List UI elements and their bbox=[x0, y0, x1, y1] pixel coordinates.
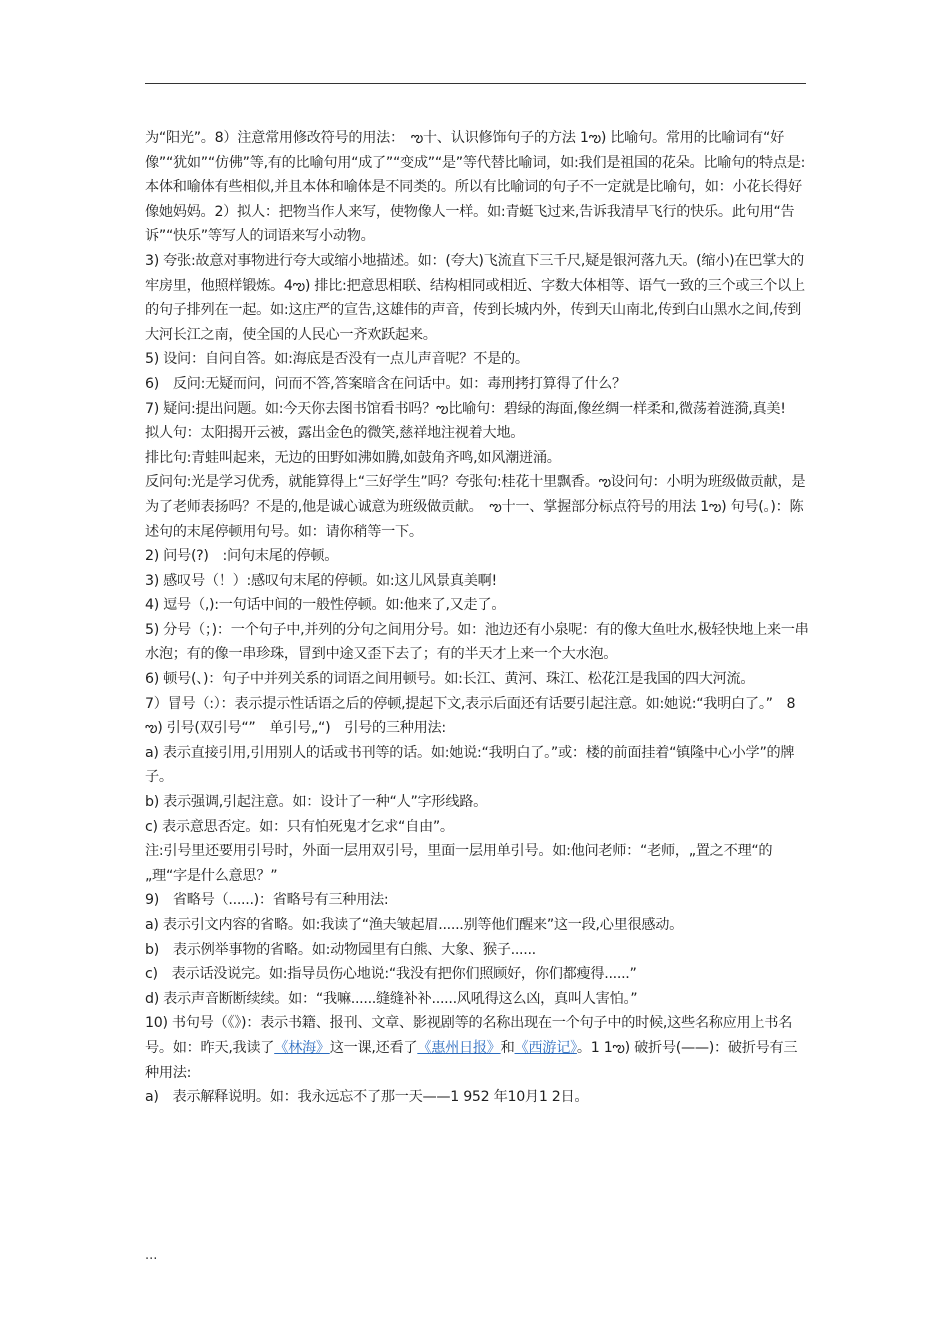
paragraph: b) 表示例举事物的省略。如:动物园里有白熊、大象、猴子...... bbox=[145, 941, 536, 958]
paragraph: b) 表示强调,引起注意。如：设计了一种“人”字形线路。 bbox=[145, 794, 487, 811]
paragraph: 7) 疑问:提出问题。如:今天你去图书馆看书吗？ఌ比喻句：碧绿的海面,像丝绸一样柔和,微荡着涟漪,真美! bbox=[145, 400, 786, 417]
link-linhai[interactable]: 《林海》 bbox=[274, 1039, 330, 1056]
text-segment: 10) 书句号（《》)：表示书籍、报刊、文章、影视剧等的名称出现在一个句子中的时候,这些名称应用上书名号。如：昨天,我读了 bbox=[145, 1015, 793, 1056]
paragraph: 4) 逗号（,):一句话中间的一般性停顿。如:他来了,又走了。 bbox=[145, 597, 506, 614]
link-xiyouji[interactable]: 《西游记》 bbox=[514, 1039, 577, 1056]
paragraph: 排比句:青蛙叫起来，无边的田野如沸如腾,如鼓角齐鸣,如风潮迸涌。 bbox=[145, 449, 561, 466]
paragraph: c) 表示话没说完。如:指导员伤心地说:“我没有把你们照顾好，你们都瘦得......” bbox=[145, 966, 637, 983]
text-segment: 。1 1ఌ) 破折号(——)：破折号有三种用法: bbox=[145, 1039, 798, 1081]
paragraph: a) 表示直接引用,引用别人的话或书刊等的话。如:她说:“我明白了。”或：楼的前面挂着“镇隆中心小学”的牌子。 bbox=[145, 744, 795, 786]
paragraph: 6) 顿号(、)：句子中并列关系的词语之间用顿号。如:长江、黄河、珠江、松花江是我国的四大河流。 bbox=[145, 671, 755, 688]
paragraph: 6) 反问:无疑而问，问而不答,答案暗含在问话中。如：毒刑拷打算得了什么？ bbox=[145, 375, 626, 392]
paragraph: a) 表示引文内容的省略。如:我读了“渔夫皱起眉......别等他们醒来”这一段,心里很感动。 bbox=[145, 917, 684, 933]
paragraph: 9) 省略号（......)：省略号有三种用法: bbox=[145, 892, 389, 909]
paragraph: d) 表示声音断断续续。如：“我嘛......缝缝补补......风吼得这么凶，真叫人害怕。” bbox=[145, 990, 638, 1007]
paragraph: 反问句:光是学习优秀，就能算得上“三好学生”吗？夸张句:桂花十里飘香。ఌ设问句：小明为班级做贡献，是为了老师表扬吗？不是的,他是诚心诚意为班级做贡献。 ఌ十一、掌握部分标点符号的用法 1ఌ) 句号(。)：陈述句的末尾停顿用句号。如：请你稍等一下。 bbox=[145, 474, 806, 540]
paragraph: 3) 夸张:故意对事物进行夸大或缩小地描述。如：(夸大)飞流直下三千尺,疑是银河落九天。(缩小)在巴掌大的牢房里，他照样锻炼。4ఌ) 排比:把意思相联、结构相同或相近、字数大体相等、语气一致的三个或三个以上的句子排列在一起。如:这庄严的宣告,这雄伟的声音，传到长城内外，传到天山南北,传到白山黑水之间,传到大河长江之南，使全国的人民心一齐欢跃起来。 bbox=[145, 252, 805, 343]
paragraph: 为“阳光”。8）注意常用修改符号的用法： ఌ十、认识修饰句子的方法 1ఌ) 比喻句。常用的比喻词有“好像”“犹如”“仿佛”等,有的比喻句用“成了”“变成”“是”等代替比喻词，如:我们是祖国的花朵。比喻句的特点是:本体和喻体有些相似,并且本体和喻体是不同类的。所以有比喻词的句子不一定就是比喻句，如：小花长得好像她妈妈。2）拟人：把物当作人来写，使物像人一样。如:青蜓飞过来,告诉我清早飞行的快乐。此句用“告诉”“快乐”等写人的词语来写小动物。 bbox=[145, 130, 806, 245]
paragraph: 注:引号里还要用引号时，外面一层用双引号，里面一层用单引号。如:他问老师：“老师，„置之不理“的„理“字是什么意思？” bbox=[145, 843, 773, 884]
paragraph: 3) 感叹号（！）:感叹句末尾的停顿。如:这儿风景真美啊! bbox=[145, 572, 497, 589]
paragraph-books bbox=[145, 1011, 809, 1085]
paragraph: 2) 问号(?) :问句末尾的停顿。 bbox=[145, 548, 339, 565]
header-rule bbox=[145, 83, 806, 84]
paragraph: a) 表示解释说明。如：我永远忘不了那一天——1 952 年10月1 2日。 bbox=[145, 1089, 589, 1106]
link-huizhou-daily[interactable]: 《惠州日报》 bbox=[417, 1039, 501, 1056]
text-segment: 和 bbox=[500, 1039, 515, 1056]
text-segment: 这一课,还看了 bbox=[329, 1039, 418, 1056]
paragraph: 拟人句：太阳揭开云被，露出金色的微笑,慈祥地注视着大地。 bbox=[145, 425, 525, 442]
document-body bbox=[145, 126, 809, 1110]
paragraph: 7）冒号（:）：表示提示性话语之后的停顿,提起下文,表示后面还有话要引起注意。如:她说:“我明白了。” 8ఌ) 引号(双引号“” 单引号„“) 引号的三种用法: bbox=[145, 695, 796, 737]
footer-ellipsis: ... bbox=[145, 1248, 158, 1263]
paragraph: 5) 设问：自问自答。如:海底是否没有一点儿声音呢？不是的。 bbox=[145, 351, 529, 368]
paragraph: c) 表示意思否定。如：只有怕死鬼才乞求“自由”。 bbox=[145, 818, 454, 835]
paragraph: 5) 分号（；)：一个句子中,并列的分句之间用分号。如：池边还有小泉呢：有的像大鱼吐水,极轻快地上来一串水泡；有的像一串珍珠，冒到中途又歪下去了；有的半天才上来一个大水泡。 bbox=[145, 621, 809, 663]
